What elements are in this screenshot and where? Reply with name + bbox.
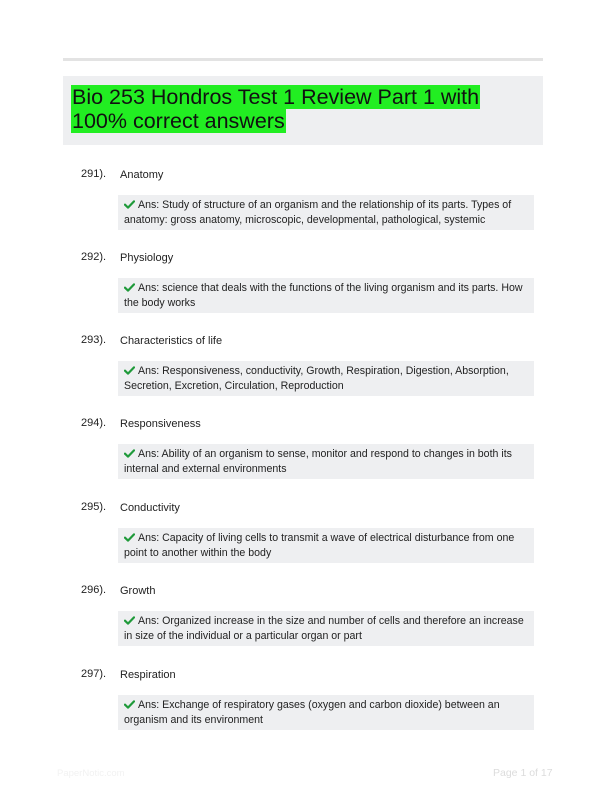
- footer-watermark: PaperNotic.com: [57, 768, 125, 779]
- answer-content: [124, 614, 528, 644]
- question-term: Anatomy: [120, 169, 164, 181]
- check-icon: [124, 366, 135, 375]
- answer-box: [118, 695, 534, 730]
- answer-content: [124, 364, 528, 394]
- qa-item: [0, 668, 606, 748]
- question-term: Responsiveness: [120, 418, 201, 430]
- answer-box: [118, 611, 534, 646]
- question-term: Respiration: [120, 669, 176, 681]
- question-number: 293).: [81, 334, 107, 346]
- document-title: Bio 253 Hondros Test 1 Review Part 1 with 100% correct answers: [72, 85, 480, 133]
- answer-box: [118, 444, 534, 479]
- question-number: 292).: [81, 251, 107, 263]
- check-icon: [124, 616, 135, 625]
- answer-content: [124, 281, 528, 311]
- answer-content: [124, 531, 528, 561]
- question-number: 297).: [81, 668, 107, 680]
- answer-box: [118, 361, 534, 396]
- question-number: 294).: [81, 417, 107, 429]
- answer-text: Ans: Capacity of living cells to transmit a wave of electrical disturbance from one point to another within the body: [124, 532, 515, 559]
- answer-text: Ans: Exchange of respiratory gases (oxygen and carbon dioxide) between an organism and its environment: [124, 699, 500, 726]
- check-icon: [124, 200, 135, 209]
- answer-box: [118, 278, 534, 313]
- answer-text: Ans: science that deals with the functions of the living organism and its parts. How the body works: [124, 282, 523, 309]
- answer-text: Ans: Responsiveness, conductivity, Growth, Respiration, Digestion, Absorption, Secretion, Excretion, Circulation, Reproduction: [124, 365, 509, 392]
- page-indicator: Page 1 of 17: [493, 767, 553, 779]
- answer-content: [124, 447, 528, 477]
- qa-item: [0, 334, 606, 414]
- answer-text: Ans: Organized increase in the size and number of cells and therefore an increase in size of the individual or a particular organ or part: [124, 615, 524, 642]
- question-number: 295).: [81, 501, 107, 513]
- qa-item: [0, 168, 606, 248]
- check-icon: [124, 449, 135, 458]
- title-block: [63, 76, 543, 145]
- qa-item: [0, 584, 606, 664]
- qa-item: [0, 417, 606, 497]
- answer-text: Ans: Ability of an organism to sense, monitor and respond to changes in both its internal and external environments: [124, 448, 512, 475]
- question-term: Physiology: [120, 252, 174, 264]
- answer-text: Ans: Study of structure of an organism and the relationship of its parts. Types of anatomy: gross anatomy, microscopic, developmental, pathological, systemic: [124, 199, 512, 226]
- question-term: Characteristics of life: [120, 335, 223, 347]
- qa-item: [0, 251, 606, 331]
- answer-content: [124, 698, 528, 728]
- qa-item: [0, 501, 606, 581]
- question-term: Conductivity: [120, 502, 180, 514]
- answer-box: [118, 528, 534, 563]
- question-number: 291).: [81, 168, 107, 180]
- answer-box: [118, 195, 534, 230]
- question-term: Growth: [120, 585, 156, 597]
- top-divider: [63, 58, 543, 61]
- question-number: 296).: [81, 584, 107, 596]
- check-icon: [124, 533, 135, 542]
- check-icon: [124, 283, 135, 292]
- answer-content: [124, 198, 528, 228]
- check-icon: [124, 700, 135, 709]
